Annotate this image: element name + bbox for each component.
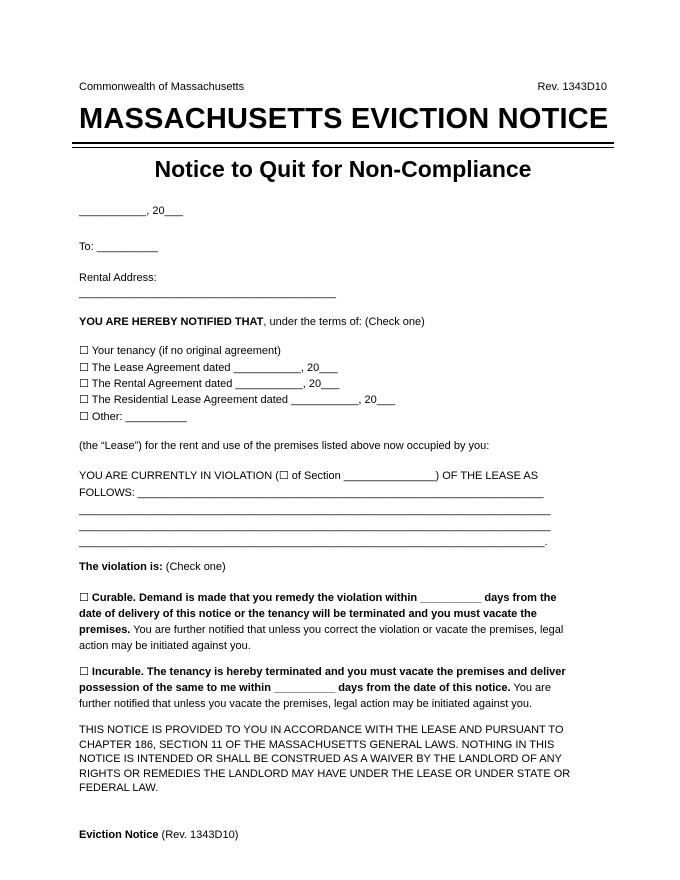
curable-bold: ☐ Curable. Demand is made that you remedy the violation within __________ days from the date of delivery of this notice or the tenancy will be terminated and you must vacate the premises. xyxy=(79,592,557,636)
footer-rest: (Rev. 1343D10) xyxy=(158,829,239,841)
tenancy-option: ☐ Your tenancy (if no original agreement) xyxy=(79,345,281,357)
rental-address-label: Rental Address: xyxy=(79,272,157,284)
rental-address-blank: __________________________________________ xyxy=(79,287,336,299)
to-line: To: __________ xyxy=(79,241,158,253)
violation-is-line xyxy=(79,560,226,575)
jurisdiction-label: Commonwealth of Massachusetts xyxy=(79,81,245,93)
document-header xyxy=(79,81,607,93)
violation-line-3: _______________________________________________________________________________ xyxy=(79,504,551,516)
violation-is-rest: (Check one) xyxy=(162,561,226,573)
curable-rest: You are further notified that unless you correct the violation or vacate the premises, legal action may be initiated against you. xyxy=(79,624,564,652)
tenancy-option: ☐ The Lease Agreement dated ___________, 20___ xyxy=(79,362,338,374)
date-line: ___________, 20___ xyxy=(79,205,183,217)
legal-notice: THIS NOTICE IS PROVIDED TO YOU IN ACCORDANCE WITH THE LEASE AND PURSUANT TO CHAPTER 186, SECTION 11 OF THE MASSACHUSETTS GENERAL LAWS. NOTHING IN THIS NOTICE IS INTENDED OR SHALL BE CONSTRUED AS A WAIVER BY THE LANDLORD OF ANY RIGHTS OR REMEDIES THE LANDLORD MAY HAVE UNDER THE LEASE OR UNDER STATE OR FEDERAL LAW. xyxy=(79,724,571,794)
violation-line-2: FOLLOWS: ____________________________________________________________________ xyxy=(79,487,544,499)
violation-line-5: ______________________________________________________________________________. xyxy=(79,536,548,548)
incurable-rest: You are further notified that unless you vacate the premises, legal action may be initiated against you. xyxy=(79,682,551,710)
document-footer xyxy=(79,828,238,843)
tenancy-option: ☐ The Residential Lease Agreement dated ___________, 20___ xyxy=(79,394,396,406)
violation-is-bold: The violation is: xyxy=(79,561,163,573)
document-title: MASSACHUSETTS EVICTION NOTICE xyxy=(79,103,609,135)
violation-line-1: YOU ARE CURRENTLY IN VIOLATION (☐ of Section _______________) OF THE LEASE AS xyxy=(79,470,539,482)
notified-line xyxy=(79,315,425,330)
tenancy-option: ☐ Other: __________ xyxy=(79,411,187,423)
document-subtitle: Notice to Quit for Non-Compliance xyxy=(154,156,532,182)
notified-rest: , under the terms of: (Check one) xyxy=(263,316,425,328)
incurable-bold: ☐ Incurable. The tenancy is hereby terminated and you must vacate the premises and deliver possession of the same to me within __________ days from the date of this notice. xyxy=(79,666,566,694)
footer-bold: Eviction Notice xyxy=(79,829,159,841)
violation-line-4: _______________________________________________________________________________ xyxy=(79,520,551,532)
curable-option xyxy=(79,590,579,654)
tenancy-option: ☐ The Rental Agreement dated ___________, 20___ xyxy=(79,378,340,390)
incurable-option xyxy=(79,664,579,712)
lease-line: (the “Lease”) for the rent and use of the premises listed above now occupied by you: xyxy=(79,440,490,452)
title-divider-thick xyxy=(72,142,614,144)
revision-label: Rev. 1343D10 xyxy=(537,81,607,93)
title-divider-thin xyxy=(72,147,614,148)
notified-bold: YOU ARE HEREBY NOTIFIED THAT xyxy=(79,316,264,328)
